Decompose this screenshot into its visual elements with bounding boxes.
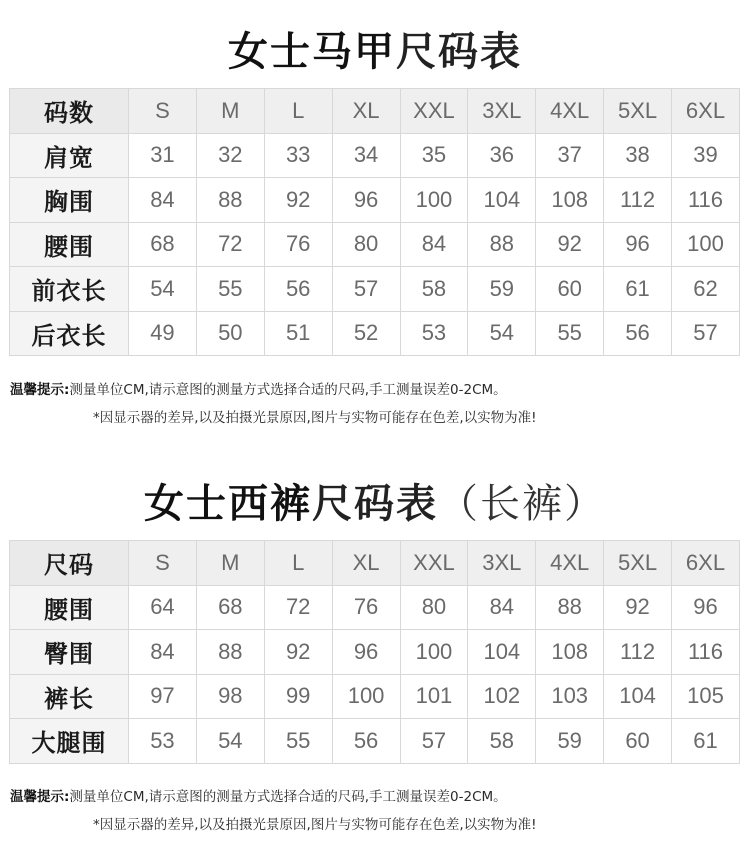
- header-row: [10, 541, 739, 585]
- size-header-cell: XXL: [401, 89, 468, 133]
- measurement-cell: 72: [197, 223, 264, 267]
- measurement-cell: 88: [536, 586, 603, 630]
- vest-title-main: 女士马甲: [228, 28, 396, 75]
- pants-tip-label: 温馨提示:: [10, 789, 70, 805]
- measurement-cell: 54: [129, 267, 196, 311]
- table-row: [10, 267, 739, 311]
- measurement-cell: 32: [197, 134, 264, 178]
- measurement-cell: 59: [536, 719, 603, 763]
- measurement-cell: 31: [129, 134, 196, 178]
- vest-tip-note: *因显示器的差异,以及拍摄光景原因,图片与实物可能存在色差,以实物为准!: [93, 410, 537, 426]
- measurement-cell: 53: [401, 312, 468, 356]
- measurement-cell: 39: [672, 134, 739, 178]
- size-header-cell: 5XL: [604, 541, 671, 585]
- table-row: [10, 178, 739, 222]
- pants-title-main: 女士西裤: [144, 480, 312, 527]
- measurement-cell: 116: [672, 178, 739, 222]
- row-label: 肩宽: [10, 134, 128, 178]
- measurement-cell: 35: [401, 134, 468, 178]
- size-header-cell: 5XL: [604, 89, 671, 133]
- measurement-cell: 112: [604, 178, 671, 222]
- measurement-cell: 92: [265, 630, 332, 674]
- measurement-cell: 49: [129, 312, 196, 356]
- measurement-cell: 96: [333, 630, 400, 674]
- table-row: [10, 312, 739, 356]
- measurement-cell: 84: [401, 223, 468, 267]
- measurement-cell: 56: [333, 719, 400, 763]
- measurement-cell: 62: [672, 267, 739, 311]
- measurement-cell: 104: [468, 178, 535, 222]
- measurement-cell: 37: [536, 134, 603, 178]
- measurement-cell: 92: [265, 178, 332, 222]
- measurement-cell: 54: [468, 312, 535, 356]
- measurement-cell: 60: [604, 719, 671, 763]
- measurement-cell: 68: [197, 586, 264, 630]
- header-label: 尺码: [10, 541, 128, 585]
- table-row: [10, 675, 739, 719]
- measurement-cell: 100: [672, 223, 739, 267]
- size-header-cell: S: [129, 541, 196, 585]
- size-header-cell: L: [265, 541, 332, 585]
- pants-size-chart-title: [0, 472, 750, 529]
- measurement-cell: 92: [604, 586, 671, 630]
- vest-size-chart-title: [0, 20, 750, 77]
- size-header-cell: XXL: [401, 541, 468, 585]
- measurement-cell: 57: [333, 267, 400, 311]
- measurement-cell: 33: [265, 134, 332, 178]
- measurement-cell: 52: [333, 312, 400, 356]
- measurement-cell: 88: [197, 178, 264, 222]
- measurement-cell: 116: [672, 630, 739, 674]
- measurement-cell: 88: [468, 223, 535, 267]
- measurement-cell: 84: [468, 586, 535, 630]
- vest-tip: [10, 378, 507, 398]
- measurement-cell: 103: [536, 675, 603, 719]
- measurement-cell: 54: [197, 719, 264, 763]
- measurement-cell: 38: [604, 134, 671, 178]
- measurement-cell: 100: [333, 675, 400, 719]
- measurement-cell: 55: [536, 312, 603, 356]
- measurement-cell: 112: [604, 630, 671, 674]
- row-label: 胸围: [10, 178, 128, 222]
- pants-tip-text: 测量单位CM,请示意图的测量方式选择合适的尺码,手工测量误差0-2CM。: [69, 789, 507, 805]
- measurement-cell: 55: [197, 267, 264, 311]
- row-label: 前衣长: [10, 267, 128, 311]
- size-header-cell: 3XL: [468, 89, 535, 133]
- measurement-cell: 100: [401, 630, 468, 674]
- header-label: 码数: [10, 89, 128, 133]
- measurement-cell: 59: [468, 267, 535, 311]
- measurement-cell: 108: [536, 630, 603, 674]
- measurement-cell: 80: [401, 586, 468, 630]
- vest-tip-label: 温馨提示:: [10, 382, 70, 398]
- measurement-cell: 92: [536, 223, 603, 267]
- size-header-cell: 4XL: [536, 89, 603, 133]
- header-row: [10, 89, 739, 133]
- measurement-cell: 55: [265, 719, 332, 763]
- measurement-cell: 72: [265, 586, 332, 630]
- measurement-cell: 58: [468, 719, 535, 763]
- pants-size-table: [9, 540, 740, 764]
- measurement-cell: 50: [197, 312, 264, 356]
- measurement-cell: 68: [129, 223, 196, 267]
- measurement-cell: 36: [468, 134, 535, 178]
- size-header-cell: 6XL: [672, 541, 739, 585]
- size-header-cell: S: [129, 89, 196, 133]
- table-row: [10, 630, 739, 674]
- measurement-cell: 61: [672, 719, 739, 763]
- table-row: [10, 586, 739, 630]
- measurement-cell: 57: [401, 719, 468, 763]
- row-label: 大腿围: [10, 719, 128, 763]
- measurement-cell: 96: [333, 178, 400, 222]
- size-header-cell: M: [197, 541, 264, 585]
- row-label: 裤长: [10, 675, 128, 719]
- measurement-cell: 84: [129, 630, 196, 674]
- size-header-cell: 6XL: [672, 89, 739, 133]
- pants-tip: [10, 785, 507, 805]
- row-label: 腰围: [10, 223, 128, 267]
- pants-title-suffix: 尺码表: [312, 480, 438, 527]
- measurement-cell: 58: [401, 267, 468, 311]
- measurement-cell: 104: [604, 675, 671, 719]
- measurement-cell: 104: [468, 630, 535, 674]
- measurement-cell: 108: [536, 178, 603, 222]
- size-header-cell: 3XL: [468, 541, 535, 585]
- measurement-cell: 76: [265, 223, 332, 267]
- measurement-cell: 98: [197, 675, 264, 719]
- measurement-cell: 61: [604, 267, 671, 311]
- measurement-cell: 101: [401, 675, 468, 719]
- measurement-cell: 88: [197, 630, 264, 674]
- size-header-cell: M: [197, 89, 264, 133]
- measurement-cell: 99: [265, 675, 332, 719]
- measurement-cell: 57: [672, 312, 739, 356]
- pants-tip-note: *因显示器的差异,以及拍摄光景原因,图片与实物可能存在色差,以实物为准!: [93, 817, 537, 833]
- measurement-cell: 34: [333, 134, 400, 178]
- measurement-cell: 84: [129, 178, 196, 222]
- measurement-cell: 97: [129, 675, 196, 719]
- table-row: [10, 223, 739, 267]
- measurement-cell: 53: [129, 719, 196, 763]
- row-label: 腰围: [10, 586, 128, 630]
- vest-tip-text: 测量单位CM,请示意图的测量方式选择合适的尺码,手工测量误差0-2CM。: [69, 382, 507, 398]
- vest-size-table: [9, 88, 740, 356]
- row-label: 臀围: [10, 630, 128, 674]
- size-header-cell: 4XL: [536, 541, 603, 585]
- measurement-cell: 80: [333, 223, 400, 267]
- measurement-cell: 96: [604, 223, 671, 267]
- measurement-cell: 102: [468, 675, 535, 719]
- measurement-cell: 96: [672, 586, 739, 630]
- table-row: [10, 134, 739, 178]
- measurement-cell: 100: [401, 178, 468, 222]
- table-row: [10, 719, 739, 763]
- measurement-cell: 51: [265, 312, 332, 356]
- size-header-cell: L: [265, 89, 332, 133]
- size-header-cell: XL: [333, 89, 400, 133]
- vest-title-suffix: 尺码表: [396, 28, 522, 75]
- measurement-cell: 60: [536, 267, 603, 311]
- measurement-cell: 56: [265, 267, 332, 311]
- row-label: 后衣长: [10, 312, 128, 356]
- size-header-cell: XL: [333, 541, 400, 585]
- pants-title-paren: （长裤）: [438, 481, 606, 527]
- measurement-cell: 64: [129, 586, 196, 630]
- measurement-cell: 76: [333, 586, 400, 630]
- measurement-cell: 105: [672, 675, 739, 719]
- measurement-cell: 56: [604, 312, 671, 356]
